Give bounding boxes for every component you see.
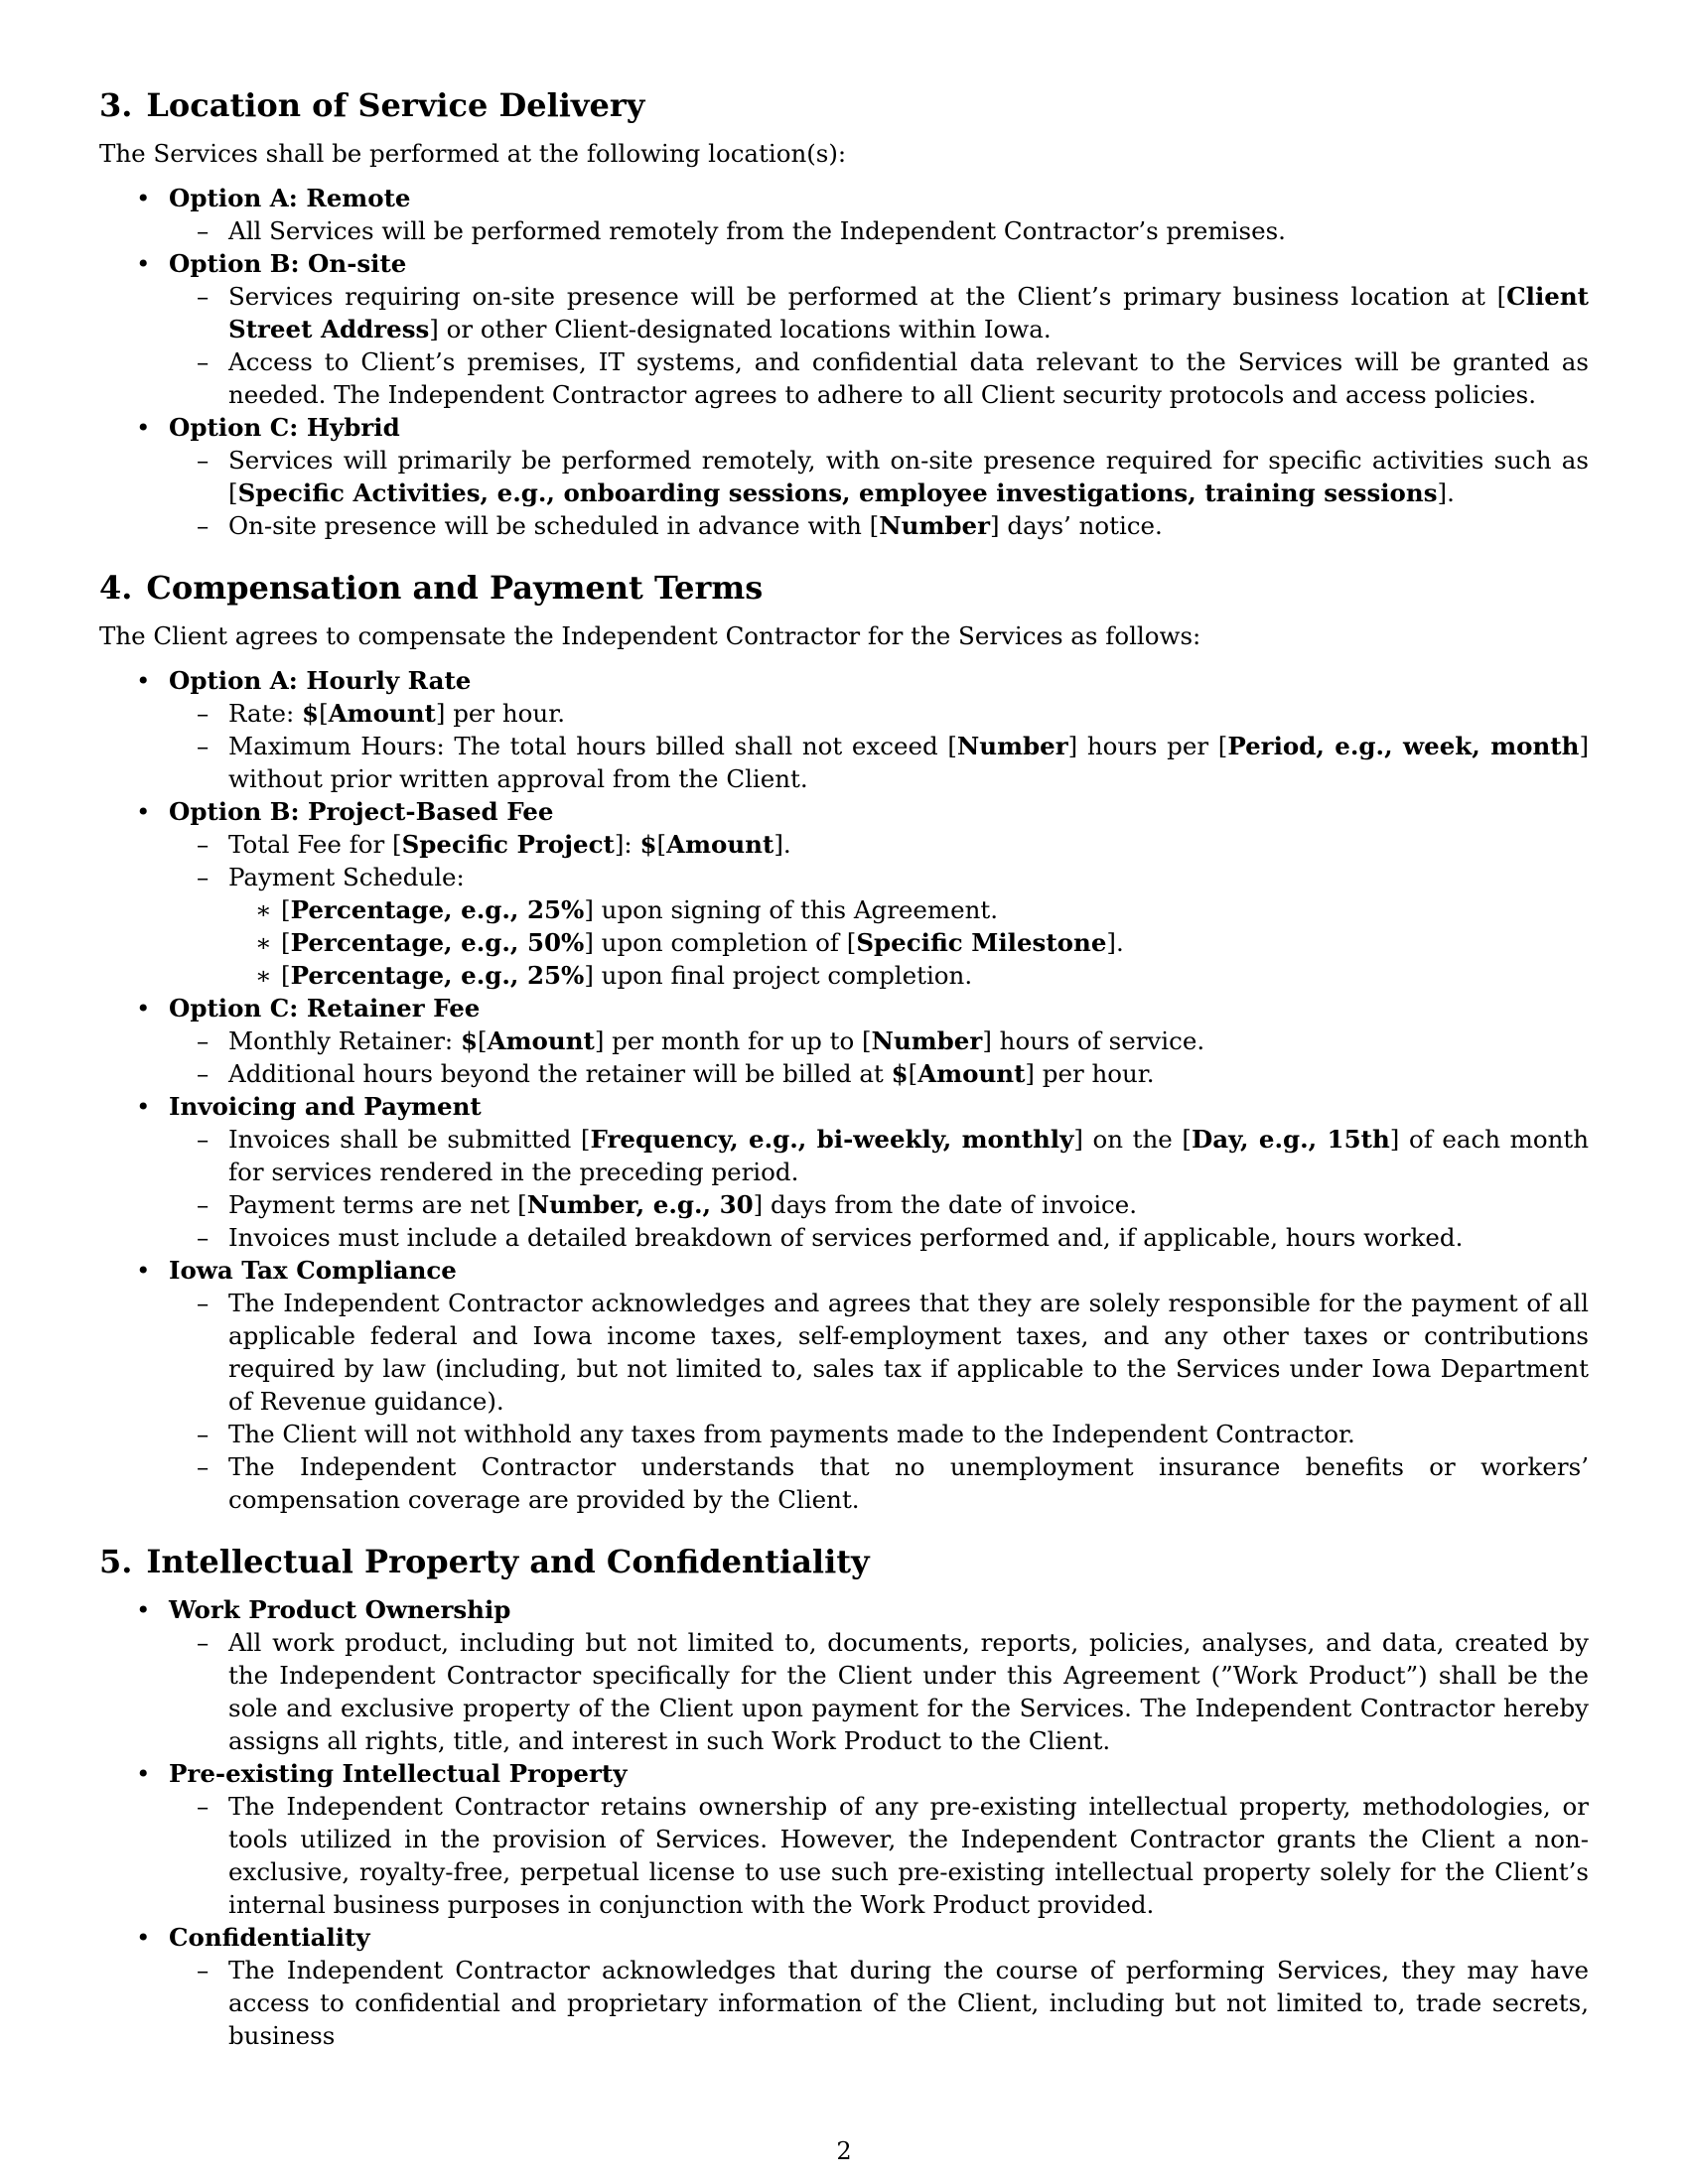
sub-item — [169, 1450, 1589, 1516]
text-run: ] on the [ — [1073, 1125, 1192, 1154]
placeholder-field: Amount — [487, 1026, 595, 1055]
text-run: ] hours per [ — [1067, 732, 1228, 760]
text-run: ] upon final project completion. — [584, 961, 973, 990]
text-run: All work product, including but not limited to, documents, reports, policies, analyses, and data, created by the Independent Contractor specifically for the Client under this Agreement (”Work Product”) shall be the sole and exclusive property of the Client upon payment for the Services. The Independent Contractor hereby assigns all rights, title, and interest in such Work Product to the Client. — [228, 1628, 1589, 1755]
placeholder-field: Day, e.g., 15th — [1191, 1125, 1390, 1154]
list-item — [99, 795, 1589, 992]
list-item — [99, 182, 1589, 247]
text-run: ] upon signing of this Agreement. — [584, 895, 999, 924]
placeholder-field: Percentage, e.g., 25% — [290, 961, 585, 990]
dash-marker: – — [197, 347, 210, 376]
placeholder-field: Number, e.g., 30 — [526, 1190, 754, 1219]
list-item — [99, 664, 1589, 795]
placeholder-field: Amount — [917, 1059, 1026, 1088]
text-run: [ — [656, 830, 667, 859]
item-list — [99, 1593, 1589, 2052]
list-item — [99, 1593, 1589, 1757]
sub-list — [169, 828, 1589, 992]
sub-item — [169, 861, 1589, 992]
sub-item — [169, 444, 1589, 509]
sub-sub-item — [228, 926, 1589, 959]
sub-list — [169, 444, 1589, 542]
text-run: Payment terms are net [ — [228, 1190, 527, 1219]
dash-marker: – — [197, 1289, 210, 1317]
sub-item — [169, 828, 1589, 861]
sub-list — [169, 697, 1589, 795]
text-run: ] or other Client-designated locations within Iowa. — [429, 315, 1052, 343]
placeholder-field: Period, e.g., week, month — [1227, 732, 1580, 760]
sub-item — [169, 1626, 1589, 1757]
text-run: [ — [319, 699, 329, 728]
placeholder-field: Percentage, e.g., 25% — [290, 895, 585, 924]
bullet-marker: • — [136, 994, 151, 1023]
text-run: Total Fee for [ — [228, 830, 402, 859]
item-title: Iowa Tax Compliance — [169, 1256, 457, 1285]
sub-item — [169, 1024, 1589, 1057]
item-title: Option C: Retainer Fee — [169, 994, 481, 1023]
item-list — [99, 664, 1589, 1516]
text-run: Invoices must include a detailed breakdown of services performed and, if applicable, hours worked. — [228, 1223, 1464, 1252]
item-title: Option B: On-site — [169, 249, 407, 278]
bullet-marker: • — [136, 413, 151, 442]
text-run: [ — [281, 961, 291, 990]
list-item — [99, 1921, 1589, 2052]
star-marker: ∗ — [255, 961, 272, 990]
sub-sub-list — [228, 893, 1589, 992]
text-run: ]. — [1437, 478, 1455, 507]
sub-sub-item — [228, 893, 1589, 926]
text-run: The Independent Contractor understands that no unemployment insurance benefits or workers’ compensation coverage are provided by the Client. — [228, 1452, 1589, 1514]
sub-item — [169, 1790, 1589, 1921]
sub-item — [169, 730, 1589, 795]
placeholder-field: Client Street Address — [228, 282, 1589, 343]
bullet-marker: • — [136, 1595, 151, 1624]
text-run: The Independent Contractor acknowledges and agrees that they are solely responsible for the payment of all applicable federal and Iowa income taxes, self-employment taxes, and any other taxes or contributions required by law (including, but not limited to, sales tax if applicable to the Services under Iowa Department of Revenue guidance). — [228, 1289, 1589, 1416]
placeholder-field: $ — [302, 699, 320, 728]
text-run: ]. — [774, 830, 791, 859]
text-run: Rate: — [228, 699, 303, 728]
sub-list — [169, 280, 1589, 411]
dash-marker: – — [197, 699, 210, 728]
item-list — [99, 182, 1589, 542]
section-title: Compensation and Payment Terms — [146, 569, 764, 607]
text-run: ] without prior written approval from the Client. — [228, 732, 1589, 793]
sub-item — [169, 697, 1589, 730]
item-title: Pre-existing Intellectual Property — [169, 1759, 628, 1788]
item-title: Option B: Project-Based Fee — [169, 797, 554, 826]
dash-marker: – — [197, 1452, 210, 1481]
section-intro: The Client agrees to compensate the Independent Contractor for the Services as follows: — [99, 621, 1201, 650]
dash-marker: – — [197, 732, 210, 760]
text-run: The Client will not withhold any taxes from payments made to the Independent Contractor. — [228, 1420, 1355, 1448]
text-run: Services will primarily be performed remotely, with on-site presence required for specific activities such as [ — [228, 446, 1589, 507]
sub-list — [169, 1790, 1589, 1921]
text-run: ]. — [1106, 928, 1124, 957]
sub-list — [169, 1954, 1589, 2052]
section-number: 5. — [99, 1543, 133, 1580]
item-title: Confidentiality — [169, 1923, 370, 1952]
placeholder-field: Amount — [666, 830, 774, 859]
text-run: ] per hour. — [1025, 1059, 1155, 1088]
list-item — [99, 247, 1589, 411]
text-run: Monthly Retainer: — [228, 1026, 461, 1055]
item-title: Option A: Remote — [169, 184, 411, 212]
sub-list — [169, 1024, 1589, 1090]
sub-item — [169, 1418, 1589, 1450]
sub-item — [169, 1954, 1589, 2052]
section-title: Intellectual Property and Confidentiality — [146, 1543, 870, 1580]
text-run: The Independent Contractor acknowledges that during the course of performing Services, they may have access to confidential and proprietary information of the Client, including but not limited to, trade secrets, business — [228, 1956, 1589, 2050]
dash-marker: – — [197, 1026, 210, 1055]
item-title: Invoicing and Payment — [169, 1092, 482, 1121]
section-4 — [99, 568, 1589, 1516]
text-run: [ — [281, 928, 291, 957]
text-run: ] per month for up to [ — [594, 1026, 872, 1055]
dash-marker: – — [197, 1125, 210, 1154]
sub-item — [169, 280, 1589, 345]
placeholder-field: Frequency, e.g., bi-weekly, monthly — [590, 1125, 1074, 1154]
dash-marker: – — [197, 1792, 210, 1821]
text-run: ] of each month for services rendered in the preceding period. — [228, 1125, 1589, 1186]
sub-item — [169, 1188, 1589, 1221]
bullet-marker: • — [136, 184, 151, 212]
text-run: Payment Schedule: — [228, 863, 465, 891]
bullet-marker: • — [136, 1923, 151, 1952]
text-run: Services requiring on-site presence will be performed at the Client’s primary business location at [ — [228, 282, 1507, 311]
placeholder-field: Number — [879, 511, 990, 540]
text-run: The Independent Contractor retains ownership of any pre-existing intellectual property, methodologies, or tools utilized in the provision of Services. However, the Independent Contractor grants the Client a non-exclusive, royalty-free, perpetual license to use such pre-existing intellectual property solely for the Client’s internal business purposes in conjunction with the Work Product provided. — [228, 1792, 1589, 1919]
placeholder-field: Specific Activities, e.g., onboarding sessions, employee investigations, training sessions — [237, 478, 1438, 507]
placeholder-field: $ — [639, 830, 657, 859]
section-number: 3. — [99, 86, 133, 124]
text-run: Invoices shall be submitted [ — [228, 1125, 591, 1154]
sub-item — [169, 1221, 1589, 1254]
item-title: Option C: Hybrid — [169, 413, 400, 442]
sub-list — [169, 1123, 1589, 1254]
placeholder-field: Percentage, e.g., 50% — [290, 928, 585, 957]
text-run: ] upon completion of [ — [584, 928, 857, 957]
placeholder-field: Specific Project — [401, 830, 615, 859]
text-run: ] per hour. — [435, 699, 566, 728]
text-run: ]: — [614, 830, 640, 859]
sub-list — [169, 1626, 1589, 1757]
bullet-marker: • — [136, 1759, 151, 1788]
list-item — [99, 1757, 1589, 1921]
section-heading — [99, 85, 1589, 125]
placeholder-field: Number — [956, 732, 1068, 760]
sub-item — [169, 1287, 1589, 1418]
text-run: [ — [908, 1059, 918, 1088]
text-run: On-site presence will be scheduled in advance with [ — [228, 511, 880, 540]
placeholder-field: Specific Milestone — [856, 928, 1107, 957]
section-intro: The Services shall be performed at the following location(s): — [99, 139, 847, 168]
dash-marker: – — [197, 863, 210, 891]
section-heading — [99, 568, 1589, 608]
text-run: All Services will be performed remotely from the Independent Contractor’s premises. — [228, 216, 1286, 245]
list-item — [99, 1254, 1589, 1516]
text-run: ] hours of service. — [982, 1026, 1205, 1055]
dash-marker: – — [197, 1190, 210, 1219]
dash-marker: – — [197, 1628, 210, 1657]
bullet-marker: • — [136, 1092, 151, 1121]
list-item — [99, 1090, 1589, 1254]
placeholder-field: Amount — [328, 699, 436, 728]
text-run: [ — [281, 895, 291, 924]
sub-item — [169, 214, 1589, 247]
text-run: ] days from the date of invoice. — [753, 1190, 1138, 1219]
text-run: Access to Client’s premises, IT systems, and confidential data relevant to the Services will be granted as needed. The Independent Contractor agrees to adhere to all Client security protocols and access policies. — [228, 347, 1589, 409]
section-title: Location of Service Delivery — [146, 86, 645, 124]
dash-marker: – — [197, 282, 210, 311]
section-3 — [99, 85, 1589, 542]
text-run: [ — [478, 1026, 488, 1055]
sub-list — [169, 214, 1589, 247]
dash-marker: – — [197, 1059, 210, 1088]
section-number: 4. — [99, 569, 133, 607]
document-page — [99, 85, 1589, 2078]
item-title: Work Product Ownership — [169, 1595, 511, 1624]
bullet-marker: • — [136, 1256, 151, 1285]
text-run: Additional hours beyond the retainer will be billed at — [228, 1059, 892, 1088]
dash-marker: – — [197, 216, 210, 245]
bullet-marker: • — [136, 249, 151, 278]
bullet-marker: • — [136, 797, 151, 826]
placeholder-field: Number — [871, 1026, 983, 1055]
list-item — [99, 411, 1589, 542]
dash-marker: – — [197, 446, 210, 475]
star-marker: ∗ — [255, 928, 272, 957]
dash-marker: – — [197, 830, 210, 859]
section-heading — [99, 1542, 1589, 1581]
sub-item — [169, 1057, 1589, 1090]
text-run: Maximum Hours: The total hours billed shall not exceed [ — [228, 732, 957, 760]
item-title: Option A: Hourly Rate — [169, 666, 472, 695]
star-marker: ∗ — [255, 895, 272, 924]
dash-marker: – — [197, 1420, 210, 1448]
dash-marker: – — [197, 1956, 210, 1984]
placeholder-field: $ — [460, 1026, 479, 1055]
section-5 — [99, 1542, 1589, 2052]
sub-item — [169, 509, 1589, 542]
page-number: 2 — [836, 2137, 852, 2165]
list-item — [99, 992, 1589, 1090]
text-run: ] days’ notice. — [990, 511, 1163, 540]
placeholder-field: $ — [891, 1059, 909, 1088]
dash-marker: – — [197, 511, 210, 540]
sub-item — [169, 345, 1589, 411]
sub-list — [169, 1287, 1589, 1516]
sub-sub-item — [228, 959, 1589, 992]
bullet-marker: • — [136, 666, 151, 695]
dash-marker: – — [197, 1223, 210, 1252]
sub-item — [169, 1123, 1589, 1188]
